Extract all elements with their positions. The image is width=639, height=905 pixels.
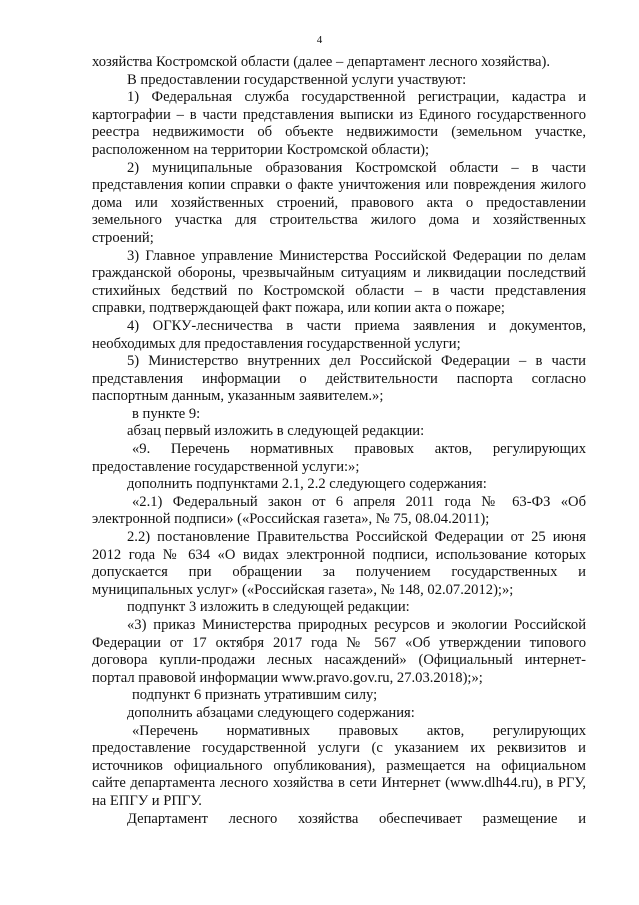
- paragraph-item-3: 3) Главное управление Министерства Российской Федерации по делам гражданской обороны, чрезвычайным ситуациям и ликвидации последствий стихийных бедствий по Костромской области – в части представления справки, подтверждающей факт пожара, или копии акта о пожаре;: [92, 247, 586, 317]
- paragraph-item-5: 5) Министерство внутренних дел Российской Федерации – в части представления информации о действительности паспорта согласно паспортным данным, указанным заявителем.»;: [92, 353, 586, 405]
- paragraph-subpoint-2-2: 2.2) постановление Правительства Российской Федерации от 25 июня 2012 года № 634 «О видах электронной подписи, использование которых допускается при обращении за получением государственных и муниципальных услуг» («Российская газета», № 148, 02.07.2012);»;: [92, 529, 586, 598]
- paragraph-participants-intro: В предоставлении государственной услуги участвуют:: [127, 71, 467, 88]
- paragraph-subpoint-2-1: «2.1) Федеральный закон от 6 апреля 2011 года № 63-ФЗ «Об электронной подписи» («Российская газета», № 75, 08.04.2011);: [92, 493, 586, 528]
- paragraph-subpoint-3: «3) приказ Министерства природных ресурсов и экологии Российской Федерации от 17 октября 2017 года № 567 «Об утверждении типового договора купли-продажи лесных насаждений» (Официальный интернет-портал правовой информации www.pravo.gov.ru, 27.03.2018);»;: [92, 617, 586, 686]
- paragraph-item-2: 2) муниципальные образования Костромской области – в части представления копии справки о факте уничтожения или повреждения жилого дома или хозяйственных строений, правового акта о предоставлении земельного участка для строительства жилого дома и хозяйственных строений;: [92, 159, 586, 246]
- paragraph-list-of-acts: «Перечень нормативных правовых актов, регулирующих предоставление государственной услуги (с указанием их реквизитов и источников официального опубликования), размещается на официальном сайте департамента лесного хозяйства в сети Интернет (www.dlh44.ru), в РГУ, на ЕПГУ и РПГУ.: [92, 722, 586, 809]
- paragraph-department-ensures: Департамент лесного хозяйства обеспечивает размещение и: [127, 810, 586, 827]
- paragraph-item-4: 4) ОГКУ-лесничества в части приема заявления и документов, необходимых для предоставления государственной услуги;: [92, 317, 586, 352]
- paragraph-item-1: 1) Федеральная служба государственной регистрации, кадастра и картографии – в части представления выписки из Единого государственного реестра недвижимости об объекте недвижимости (земельном участке, расположенном на территории Костромской области);: [92, 89, 586, 158]
- paragraph-subpoint-6: подпункт 6 признать утратившим силу;: [132, 687, 378, 704]
- document-body: [92, 54, 586, 828]
- paragraph-point-9: в пункте 9:: [132, 405, 201, 422]
- paragraph-quote-9: «9. Перечень нормативных правовых актов, регулирующих предоставление государственной услуги:»;: [92, 441, 586, 475]
- paragraph-first-abzac: абзац первый изложить в следующей редакции:: [127, 423, 425, 440]
- paragraph-add-abzacs: дополнить абзацами следующего содержания:: [127, 704, 415, 721]
- paragraph-subpoint-3-intro: подпункт 3 изложить в следующей редакции:: [127, 599, 410, 616]
- paragraph-continuation: хозяйства Костромской области (далее – департамент лесного хозяйства).: [92, 54, 551, 70]
- page-number: 4: [316, 34, 323, 46]
- paragraph-add-subpoints: дополнить подпунктами 2.1, 2.2 следующего содержания:: [127, 476, 487, 493]
